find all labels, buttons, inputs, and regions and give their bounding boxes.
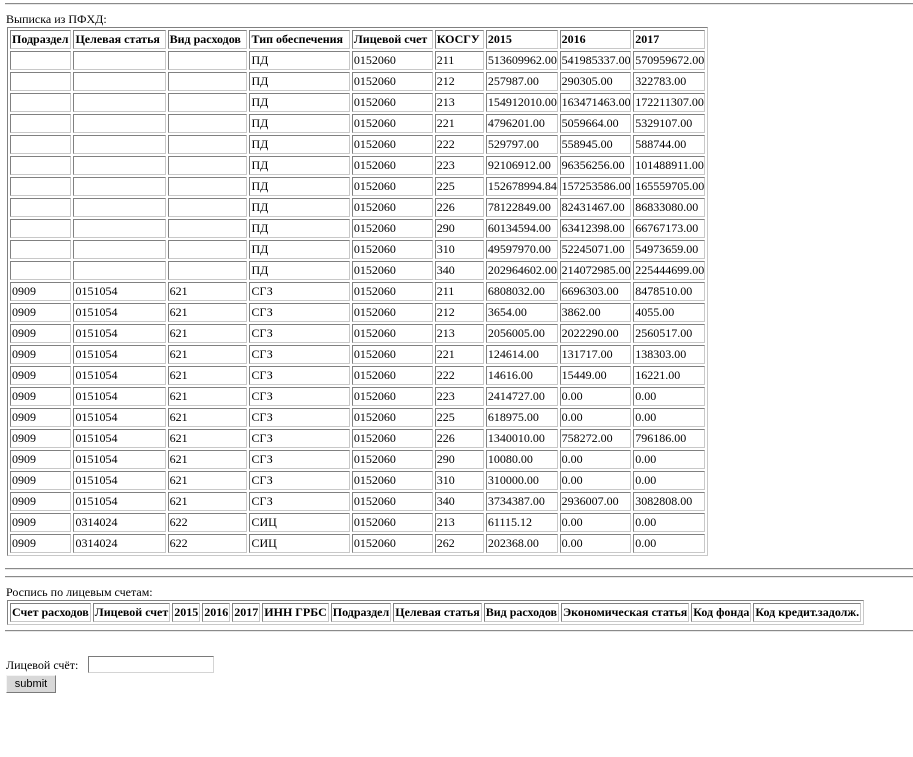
table-cell: 221 <box>435 345 484 364</box>
table-cell: 0152060 <box>352 219 433 238</box>
table-cell <box>10 156 71 175</box>
table-cell: 4796201.00 <box>486 114 558 133</box>
table-cell: 340 <box>435 261 484 280</box>
table-cell: 101488911.00 <box>633 156 705 175</box>
table-row <box>10 492 705 511</box>
table-cell: 0152060 <box>352 282 433 301</box>
table-cell: 2022290.00 <box>560 324 632 343</box>
table-cell: 0909 <box>10 303 71 322</box>
table-cell <box>73 198 165 217</box>
table-cell <box>168 93 248 112</box>
table-row <box>10 114 705 133</box>
table-cell: 0.00 <box>560 513 632 532</box>
table-cell: 0.00 <box>633 471 705 490</box>
table-cell: 796186.00 <box>633 429 705 448</box>
table-cell <box>10 219 71 238</box>
table-cell <box>10 240 71 259</box>
table-cell: 0152060 <box>352 429 433 448</box>
table-row <box>10 156 705 175</box>
table-cell: 52245071.00 <box>560 240 632 259</box>
table-row <box>10 324 705 343</box>
table-cell: СГЗ <box>249 471 349 490</box>
table-cell: 3734387.00 <box>486 492 558 511</box>
table-cell: 262 <box>435 534 484 553</box>
table-cell: 0152060 <box>352 303 433 322</box>
table-cell <box>10 72 71 91</box>
table-cell: ПД <box>249 240 349 259</box>
table-cell: ПД <box>249 219 349 238</box>
table-cell: 49597970.00 <box>486 240 558 259</box>
table-cell: 138303.00 <box>633 345 705 364</box>
pfhd-header-cell: 2016 <box>560 30 632 49</box>
table-cell: 0909 <box>10 534 71 553</box>
pfhd-table <box>7 27 708 556</box>
table-cell: 0909 <box>10 324 71 343</box>
table-cell <box>10 198 71 217</box>
table-cell: ПД <box>249 198 349 217</box>
table-cell <box>168 135 248 154</box>
table-cell: 0909 <box>10 492 71 511</box>
table-row <box>10 219 705 238</box>
table-cell: 0152060 <box>352 72 433 91</box>
table-cell <box>73 114 165 133</box>
table-cell: 0909 <box>10 429 71 448</box>
table-row <box>10 345 705 364</box>
table-row <box>10 198 705 217</box>
table-cell: 223 <box>435 156 484 175</box>
table-cell: 0152060 <box>352 492 433 511</box>
table-cell: 4055.00 <box>633 303 705 322</box>
rospis-header-cell: Счет расходов <box>10 603 91 622</box>
table-cell: СГЗ <box>249 450 349 469</box>
table-cell: 213 <box>435 513 484 532</box>
table-cell: 0152060 <box>352 51 433 70</box>
table-cell <box>10 135 71 154</box>
table-row <box>10 177 705 196</box>
table-cell: СГЗ <box>249 345 349 364</box>
table-cell: ПД <box>249 261 349 280</box>
table-cell: 152678994.84 <box>486 177 558 196</box>
table-cell: 0.00 <box>560 471 632 490</box>
table-cell: 621 <box>168 429 248 448</box>
pfhd-header-cell: 2017 <box>633 30 705 49</box>
table-cell: 222 <box>435 366 484 385</box>
table-cell: 226 <box>435 429 484 448</box>
table-cell: 222 <box>435 135 484 154</box>
table-cell: 529797.00 <box>486 135 558 154</box>
table-cell: 0151054 <box>73 450 165 469</box>
table-cell: 322783.00 <box>633 72 705 91</box>
table-cell: 213 <box>435 93 484 112</box>
table-cell: 310000.00 <box>486 471 558 490</box>
table-cell: 0909 <box>10 513 71 532</box>
table-cell: ПД <box>249 93 349 112</box>
pfhd-header-cell: Целевая статья <box>73 30 165 49</box>
pfhd-body <box>10 51 705 553</box>
table-cell <box>10 93 71 112</box>
table-cell: СИЦ <box>249 513 349 532</box>
table-cell: СГЗ <box>249 366 349 385</box>
table-row <box>10 387 705 406</box>
table-cell: 0151054 <box>73 471 165 490</box>
table-cell: 212 <box>435 72 484 91</box>
table-cell: 621 <box>168 303 248 322</box>
table-row <box>10 303 705 322</box>
table-row <box>10 408 705 427</box>
table-cell: 558945.00 <box>560 135 632 154</box>
table-cell: 2056005.00 <box>486 324 558 343</box>
table-cell: 154912010.00 <box>486 93 558 112</box>
table-row <box>10 429 705 448</box>
table-cell: 5059664.00 <box>560 114 632 133</box>
table-cell: 0.00 <box>560 450 632 469</box>
table-row <box>10 450 705 469</box>
table-cell: СГЗ <box>249 324 349 343</box>
table-cell: 0314024 <box>73 534 165 553</box>
table-cell: 3862.00 <box>560 303 632 322</box>
table-cell <box>168 156 248 175</box>
table-cell: 0909 <box>10 387 71 406</box>
pfhd-header-cell: Тип обеспечения <box>249 30 349 49</box>
table-cell: 0.00 <box>633 513 705 532</box>
table-cell <box>168 219 248 238</box>
table-cell: 2414727.00 <box>486 387 558 406</box>
form-divider <box>5 630 913 632</box>
table-cell: 541985337.00 <box>560 51 632 70</box>
rospis-header-cell: Вид расходов <box>484 603 559 622</box>
table-cell: 157253586.00 <box>560 177 632 196</box>
table-cell: 225444699.00 <box>633 261 705 280</box>
table-cell: 0152060 <box>352 450 433 469</box>
table-cell: 513609962.00 <box>486 51 558 70</box>
table-cell: 0152060 <box>352 408 433 427</box>
table-cell: 0.00 <box>560 534 632 553</box>
table-cell: 621 <box>168 324 248 343</box>
table-cell <box>73 240 165 259</box>
rospis-header-row <box>10 603 861 622</box>
submit-button[interactable]: submit <box>6 675 56 693</box>
table-cell: 0152060 <box>352 366 433 385</box>
table-cell: 2560517.00 <box>633 324 705 343</box>
table-row <box>10 261 705 280</box>
table-cell <box>73 261 165 280</box>
table-cell: 63412398.00 <box>560 219 632 238</box>
table-cell: 0152060 <box>352 177 433 196</box>
table-cell: 0151054 <box>73 324 165 343</box>
account-label: Лицевой счёт: <box>6 658 79 672</box>
table-cell: 0151054 <box>73 408 165 427</box>
table-cell <box>73 93 165 112</box>
table-cell <box>168 72 248 91</box>
table-cell: 0152060 <box>352 471 433 490</box>
table-cell: 618975.00 <box>486 408 558 427</box>
table-row <box>10 282 705 301</box>
table-cell: 621 <box>168 387 248 406</box>
table-cell: 257987.00 <box>486 72 558 91</box>
table-cell: 0909 <box>10 345 71 364</box>
table-cell: 0909 <box>10 450 71 469</box>
rospis-header-cell: Лицевой счет <box>93 603 170 622</box>
table-row <box>10 93 705 112</box>
table-cell: 54973659.00 <box>633 240 705 259</box>
rospis-caption: Роспись по лицевым счетам: <box>6 585 153 599</box>
table-cell: 60134594.00 <box>486 219 558 238</box>
table-cell: 221 <box>435 114 484 133</box>
table-cell: 621 <box>168 492 248 511</box>
table-cell: 621 <box>168 450 248 469</box>
table-cell <box>168 261 248 280</box>
table-cell: 310 <box>435 240 484 259</box>
table-cell: 0152060 <box>352 513 433 532</box>
table-cell <box>73 177 165 196</box>
table-cell: 290 <box>435 219 484 238</box>
table-cell: СИЦ <box>249 534 349 553</box>
table-cell: 621 <box>168 345 248 364</box>
rospis-header-cell: Код фонда <box>691 603 751 622</box>
table-cell: 0151054 <box>73 429 165 448</box>
table-row <box>10 240 705 259</box>
table-cell: 0151054 <box>73 345 165 364</box>
table-cell: 0.00 <box>560 408 632 427</box>
table-cell: 0151054 <box>73 366 165 385</box>
table-cell: 0.00 <box>633 450 705 469</box>
table-row <box>10 471 705 490</box>
pfhd-caption: Выписка из ПФХД: <box>6 12 107 26</box>
table-cell: 0.00 <box>633 387 705 406</box>
table-cell: 225 <box>435 408 484 427</box>
table-cell: 16221.00 <box>633 366 705 385</box>
table-cell: СГЗ <box>249 282 349 301</box>
table-cell: 340 <box>435 492 484 511</box>
table-cell <box>10 261 71 280</box>
table-cell: 0152060 <box>352 534 433 553</box>
table-cell: 0152060 <box>352 345 433 364</box>
table-cell: 5329107.00 <box>633 114 705 133</box>
table-cell: 0152060 <box>352 387 433 406</box>
table-cell: 621 <box>168 471 248 490</box>
table-cell: СГЗ <box>249 429 349 448</box>
table-cell: 163471463.00 <box>560 93 632 112</box>
table-cell: 0151054 <box>73 303 165 322</box>
table-cell <box>168 114 248 133</box>
table-cell <box>10 177 71 196</box>
table-cell: 8478510.00 <box>633 282 705 301</box>
table-cell: 86833080.00 <box>633 198 705 217</box>
table-cell <box>73 51 165 70</box>
table-cell: 3654.00 <box>486 303 558 322</box>
table-cell: 0152060 <box>352 198 433 217</box>
pfhd-header-cell: КОСГУ <box>435 30 484 49</box>
table-cell: 96356256.00 <box>560 156 632 175</box>
pfhd-header-cell: Вид расходов <box>168 30 248 49</box>
section-divider-1 <box>5 568 913 570</box>
table-cell: СГЗ <box>249 387 349 406</box>
table-cell: 0314024 <box>73 513 165 532</box>
table-cell: 212 <box>435 303 484 322</box>
table-cell: 202368.00 <box>486 534 558 553</box>
rospis-header-cell: 2017 <box>232 603 260 622</box>
table-cell: 0152060 <box>352 156 433 175</box>
rospis-table <box>7 600 864 625</box>
table-cell: 0.00 <box>633 408 705 427</box>
rospis-header-cell: 2016 <box>202 603 230 622</box>
rospis-header-cell: Экономическая статья <box>561 603 689 622</box>
pfhd-header-row <box>10 30 705 49</box>
rospis-header-cell: 2015 <box>172 603 200 622</box>
table-cell <box>73 135 165 154</box>
table-cell: 570959672.00 <box>633 51 705 70</box>
table-cell: 0.00 <box>560 387 632 406</box>
table-cell: 6808032.00 <box>486 282 558 301</box>
table-cell: 226 <box>435 198 484 217</box>
table-cell: 621 <box>168 366 248 385</box>
table-cell <box>10 51 71 70</box>
table-cell: 3082808.00 <box>633 492 705 511</box>
table-cell: СГЗ <box>249 303 349 322</box>
table-cell <box>168 240 248 259</box>
pfhd-header-cell: Лицевой счет <box>352 30 433 49</box>
table-cell: ПД <box>249 156 349 175</box>
pfhd-header-cell: 2015 <box>486 30 558 49</box>
table-cell: 0152060 <box>352 114 433 133</box>
table-cell: 15449.00 <box>560 366 632 385</box>
table-cell <box>10 114 71 133</box>
table-cell: ПД <box>249 135 349 154</box>
table-cell: 211 <box>435 51 484 70</box>
table-row <box>10 534 705 553</box>
table-row <box>10 135 705 154</box>
table-cell: 0151054 <box>73 282 165 301</box>
table-cell: 621 <box>168 282 248 301</box>
table-row <box>10 366 705 385</box>
table-cell: 61115.12 <box>486 513 558 532</box>
rospis-header-cell: Целевая статья <box>393 603 481 622</box>
table-cell: 0909 <box>10 471 71 490</box>
table-row <box>10 72 705 91</box>
table-cell: 0152060 <box>352 240 433 259</box>
table-row <box>10 513 705 532</box>
table-cell: 0152060 <box>352 261 433 280</box>
section-divider-2 <box>5 576 913 578</box>
table-cell: 622 <box>168 513 248 532</box>
table-cell <box>73 72 165 91</box>
rospis-header-cell: Подраздел <box>331 603 391 622</box>
table-cell: 82431467.00 <box>560 198 632 217</box>
table-cell: 211 <box>435 282 484 301</box>
table-cell: 621 <box>168 408 248 427</box>
table-cell: 758272.00 <box>560 429 632 448</box>
table-row <box>10 51 705 70</box>
table-cell: 0151054 <box>73 387 165 406</box>
table-cell: 202964602.00 <box>486 261 558 280</box>
table-cell: 213 <box>435 324 484 343</box>
table-cell <box>73 219 165 238</box>
table-cell: 6696303.00 <box>560 282 632 301</box>
table-cell <box>73 156 165 175</box>
pfhd-header-cell: Подраздел <box>10 30 71 49</box>
table-cell: 14616.00 <box>486 366 558 385</box>
table-cell <box>168 51 248 70</box>
table-cell: 225 <box>435 177 484 196</box>
table-cell: 310 <box>435 471 484 490</box>
table-cell: 0909 <box>10 282 71 301</box>
table-cell: ПД <box>249 51 349 70</box>
table-cell: 0909 <box>10 408 71 427</box>
table-cell: 0151054 <box>73 492 165 511</box>
table-cell: СГЗ <box>249 492 349 511</box>
table-cell: ПД <box>249 114 349 133</box>
table-cell: 588744.00 <box>633 135 705 154</box>
table-cell: 1340010.00 <box>486 429 558 448</box>
rospis-header-cell: Код кредит.задолж. <box>753 603 861 622</box>
table-cell: 223 <box>435 387 484 406</box>
table-cell: 92106912.00 <box>486 156 558 175</box>
table-cell: 10080.00 <box>486 450 558 469</box>
account-input[interactable] <box>88 656 214 673</box>
table-cell: 0.00 <box>633 534 705 553</box>
table-cell: 0152060 <box>352 135 433 154</box>
table-cell: 66767173.00 <box>633 219 705 238</box>
table-cell: 131717.00 <box>560 345 632 364</box>
table-cell: 0152060 <box>352 324 433 343</box>
table-cell: СГЗ <box>249 408 349 427</box>
table-cell: 214072985.00 <box>560 261 632 280</box>
table-cell: 165559705.00 <box>633 177 705 196</box>
table-cell: 124614.00 <box>486 345 558 364</box>
table-cell: 78122849.00 <box>486 198 558 217</box>
table-cell: 290 <box>435 450 484 469</box>
table-cell: ПД <box>249 72 349 91</box>
table-cell: 290305.00 <box>560 72 632 91</box>
table-cell <box>168 198 248 217</box>
top-divider <box>5 3 913 5</box>
table-cell: 622 <box>168 534 248 553</box>
table-cell: 172211307.00 <box>633 93 705 112</box>
rospis-header-cell: ИНН ГРБС <box>262 603 328 622</box>
table-cell: 2936007.00 <box>560 492 632 511</box>
table-cell: 0909 <box>10 366 71 385</box>
table-cell: 0152060 <box>352 93 433 112</box>
table-cell <box>168 177 248 196</box>
table-cell: ПД <box>249 177 349 196</box>
